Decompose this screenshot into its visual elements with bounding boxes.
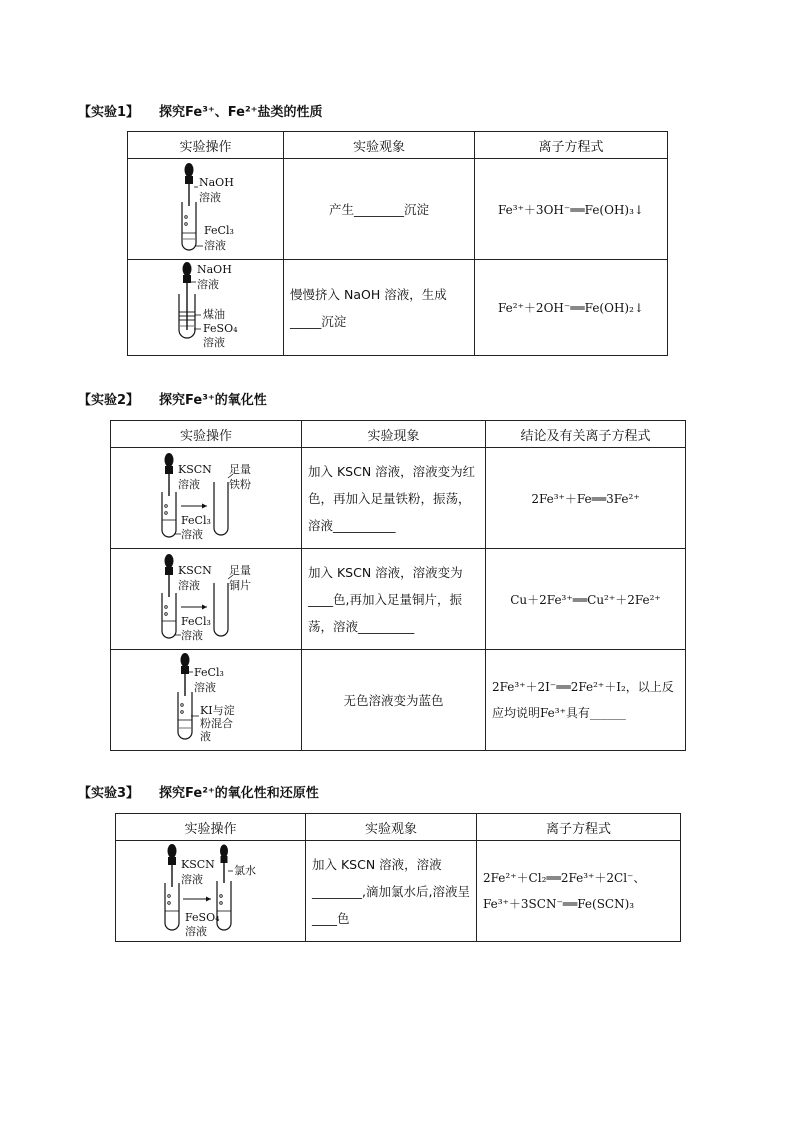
observation-cell: 加入 KSCN 溶液，溶液变为____色,再加入足量铜片，振荡，溶液_________ (302, 549, 486, 650)
exp3-tag: 【实验3】 (78, 786, 140, 801)
reagent-label: 溶液 (203, 336, 225, 349)
observation-cell: 慢慢挤入 NaOH 溶液，生成_____沉淀 (284, 260, 475, 356)
apparatus-fecl3-ki (111, 650, 302, 751)
table-row (111, 650, 686, 751)
exp1-tag: 【实验1】 (78, 105, 140, 120)
observation-cell: 加入 KSCN 溶液，溶液________,滴加氯水后,溶液呈____色 (306, 841, 477, 942)
table-row (111, 549, 686, 650)
reagent-label: 溶液 (199, 191, 221, 204)
equation-line: Fe³⁺＋3SCN⁻══Fe(SCN)₃ (483, 897, 635, 911)
reagent-label: 溶液 (194, 681, 216, 694)
reagent-label: FeCl₃ (181, 615, 211, 628)
reagent-label: 煤油 (203, 308, 225, 321)
header-operation: 实验操作 (128, 132, 284, 159)
equation-cell: Fe²⁺＋2OH⁻══Fe(OH)₂↓ (475, 260, 668, 356)
header-operation: 实验操作 (111, 421, 302, 448)
reagent-label: 溶液 (178, 579, 200, 592)
exp1-title: 探究Fe³⁺、Fe²⁺盐类的性质 (159, 105, 323, 120)
observation-cell: 产生________沉淀 (284, 159, 475, 260)
table-header-row (128, 132, 668, 159)
reagent-label: KI与淀 (200, 704, 235, 717)
reagent-label: 溶液 (204, 239, 226, 252)
header-conclusion: 结论及有关离子方程式 (486, 421, 686, 448)
header-observation: 实验观象 (284, 132, 475, 159)
equation-cell: Cu＋2Fe³⁺══Cu²⁺＋2Fe²⁺ (486, 549, 686, 650)
reagent-label: FeCl₃ (204, 224, 234, 237)
reagent-label: 足量 (229, 564, 251, 577)
two-tube-chlorine-diagram (116, 841, 306, 942)
apparatus-kscn-iron (111, 448, 302, 549)
reagent-label: KSCN (181, 858, 215, 871)
exp2-tag: 【实验2】 (78, 393, 140, 408)
header-equation: 离子方程式 (477, 814, 681, 841)
equation-cell: 2Fe³⁺＋2I⁻══2Fe²⁺＋I₂，以上反应均说明Fe³⁺具有______ (486, 650, 686, 751)
reagent-label: 粉混合 (200, 717, 233, 730)
apparatus-kscn-copper (111, 549, 302, 650)
header-operation: 实验操作 (116, 814, 306, 841)
header-equation: 离子方程式 (475, 132, 668, 159)
table-row (116, 841, 681, 942)
table-header-row (116, 814, 681, 841)
equation-line: 2Fe²⁺＋Cl₂══2Fe³⁺＋2Cl⁻、 (483, 871, 646, 885)
exp1-table (127, 131, 668, 356)
header-observation: 实验观象 (306, 814, 477, 841)
exp2-title: 探究Fe³⁺的氧化性 (159, 393, 267, 408)
observation-cell: 无色溶液变为蓝色 (302, 650, 486, 751)
reagent-label: 溶液 (181, 629, 203, 642)
equation-cell (477, 841, 681, 942)
exp3-title: 探究Fe²⁺的氧化性和还原性 (159, 786, 319, 801)
reagent-label: NaOH (197, 263, 232, 276)
table-header-row (111, 421, 686, 448)
apparatus-naoh-fecl3 (128, 159, 284, 260)
reagent-label: 溶液 (181, 528, 203, 541)
table-row (128, 159, 668, 260)
reagent-label: KSCN (178, 463, 212, 476)
reagent-label: 液 (200, 730, 211, 743)
reagent-label: FeCl₃ (194, 666, 224, 679)
exp1-heading (78, 101, 323, 120)
reagent-label: 溶液 (178, 478, 200, 491)
exp3-heading (78, 782, 319, 801)
reagent-label: FeCl₃ (181, 514, 211, 527)
exp2-table (110, 420, 686, 751)
reagent-label: 铁粉 (229, 478, 251, 491)
reagent-label: FeSO₄ (185, 911, 220, 924)
reagent-label: 溶液 (185, 925, 207, 938)
table-row (111, 448, 686, 549)
table-row (128, 260, 668, 356)
reagent-label: 溶液 (181, 873, 203, 886)
header-observation: 实验现象 (302, 421, 486, 448)
exp3-table (115, 813, 681, 942)
equation-cell: Fe³⁺＋3OH⁻══Fe(OH)₃↓ (475, 159, 668, 260)
observation-cell: 加入 KSCN 溶液，溶液变为红色，再加入足量铁粉，振荡，溶液__________ (302, 448, 486, 549)
reagent-label: 氯水 (234, 864, 256, 877)
apparatus-naoh-feso4 (128, 260, 284, 356)
apparatus-kscn-chlorine (116, 841, 306, 942)
reagent-label: 铜片 (229, 579, 251, 592)
reagent-label: KSCN (178, 564, 212, 577)
reagent-label: FeSO₄ (203, 322, 238, 335)
reagent-label: NaOH (199, 176, 234, 189)
reagent-label: 溶液 (197, 278, 219, 291)
exp2-heading (78, 389, 267, 408)
reagent-label: 足量 (229, 463, 251, 476)
equation-cell: 2Fe³⁺＋Fe══3Fe²⁺ (486, 448, 686, 549)
